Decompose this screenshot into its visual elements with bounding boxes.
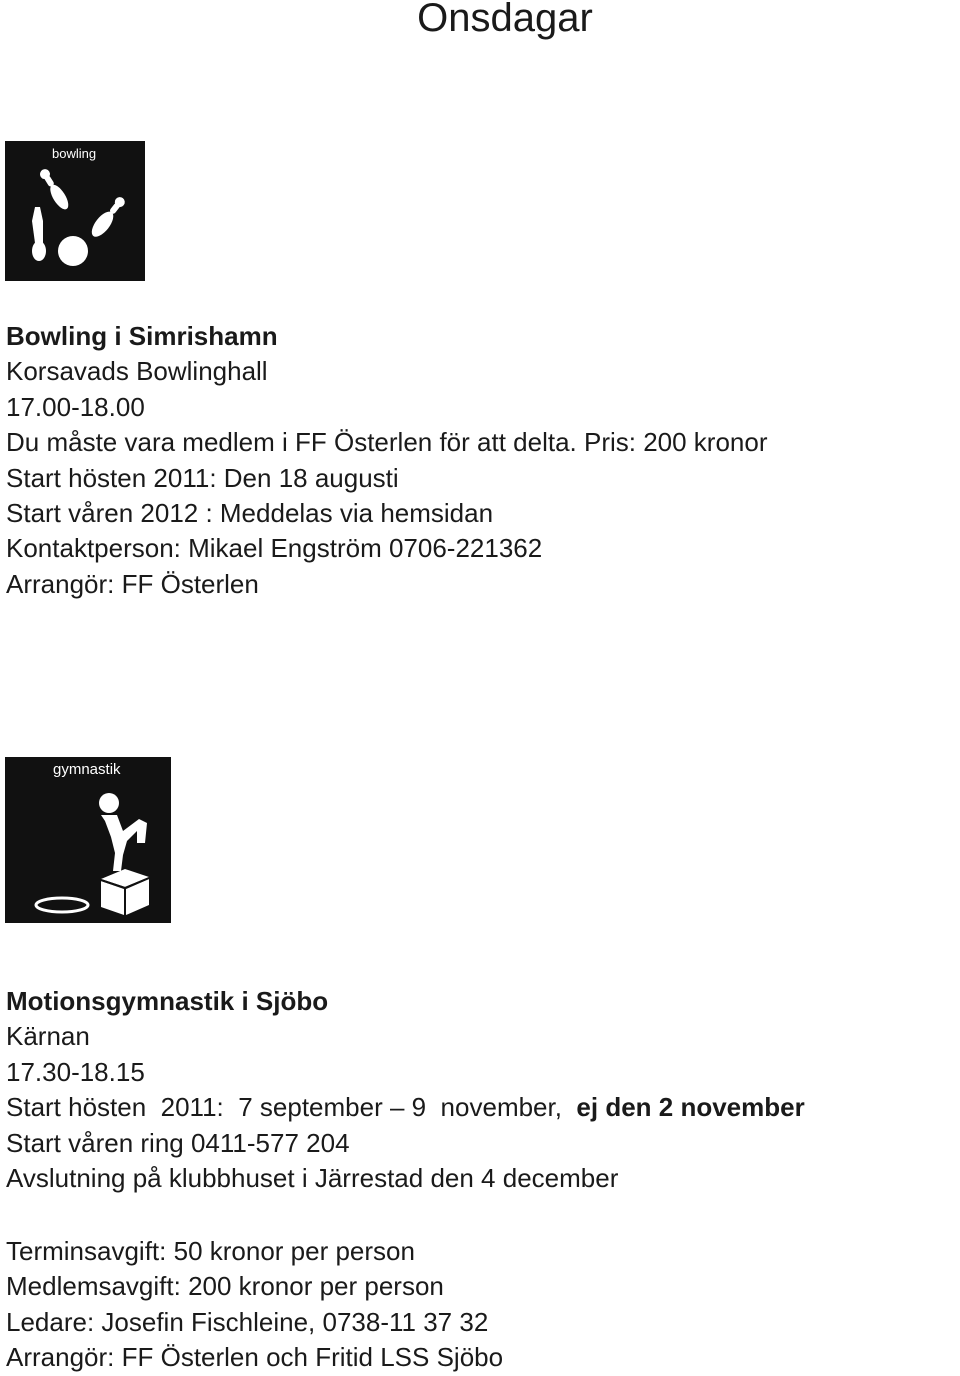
gymnastics-start-autumn: Start hösten 2011: 7 september – 9 november, xyxy=(6,1092,577,1123)
gymnastics-term-fee: Terminsavgift: 50 kronor per person xyxy=(6,1236,415,1266)
gymnastics-time: 17.30-18.15 xyxy=(6,1056,145,1087)
gymnastics-icon-label: gymnastik xyxy=(53,761,121,778)
bowling-start-spring: Start våren 2012 : Meddelas via hemsidan xyxy=(6,497,494,528)
bowling-start-autumn: Start hösten 2011: Den 18 augusti xyxy=(6,462,399,493)
gymnastics-title: Motionsgymnastik i Sjöbo xyxy=(6,986,329,1016)
bowling-membership: Du måste vara medlem i FF Österlen för att delta. Pris: 200 kronor xyxy=(6,427,768,458)
page-title: Onsdagar xyxy=(417,0,593,40)
gymnastics-venue: Kärnan xyxy=(6,1021,90,1052)
gymnastics-start-autumn-exception: ej den 2 november xyxy=(576,1092,805,1123)
gymnastics-start-spring: Start våren ring 0411-577 204 xyxy=(6,1127,350,1158)
gymnastics-organizer: Arrangör: FF Österlen och Fritid LSS Sjöbo xyxy=(6,1342,504,1373)
bowling-section xyxy=(6,319,768,602)
gymnastics-closing: Avslutning på klubbhuset i Järrestad den 4 december xyxy=(6,1162,619,1193)
gymnastics-leader: Ledare: Josefin Fischleine, 0738-11 37 32 xyxy=(6,1306,489,1337)
bowling-pins-icon xyxy=(5,141,145,281)
gymnastics-fees-section xyxy=(6,1234,503,1376)
bowling-contact: Kontaktperson: Mikael Engström 0706-221362 xyxy=(6,533,543,564)
bowling-icon-label: bowling xyxy=(52,146,97,161)
gymnastics-membership-fee: Medlemsavgift: 200 kronor per person xyxy=(6,1271,444,1302)
bowling-title: Bowling i Simrishamn xyxy=(6,321,278,351)
gymnastics-section xyxy=(6,984,805,1196)
bowling-time: 17.00-18.00 xyxy=(6,391,145,422)
bowling-organizer: Arrangör: FF Österlen xyxy=(6,568,259,599)
gymnast-figure-icon xyxy=(5,757,171,923)
gymnastics-start-autumn-line xyxy=(6,1090,805,1125)
bowling-venue: Korsavads Bowlinghall xyxy=(6,356,268,387)
gymnastics-pictogram-icon xyxy=(5,757,171,923)
bowling-pictogram-icon xyxy=(5,141,145,281)
